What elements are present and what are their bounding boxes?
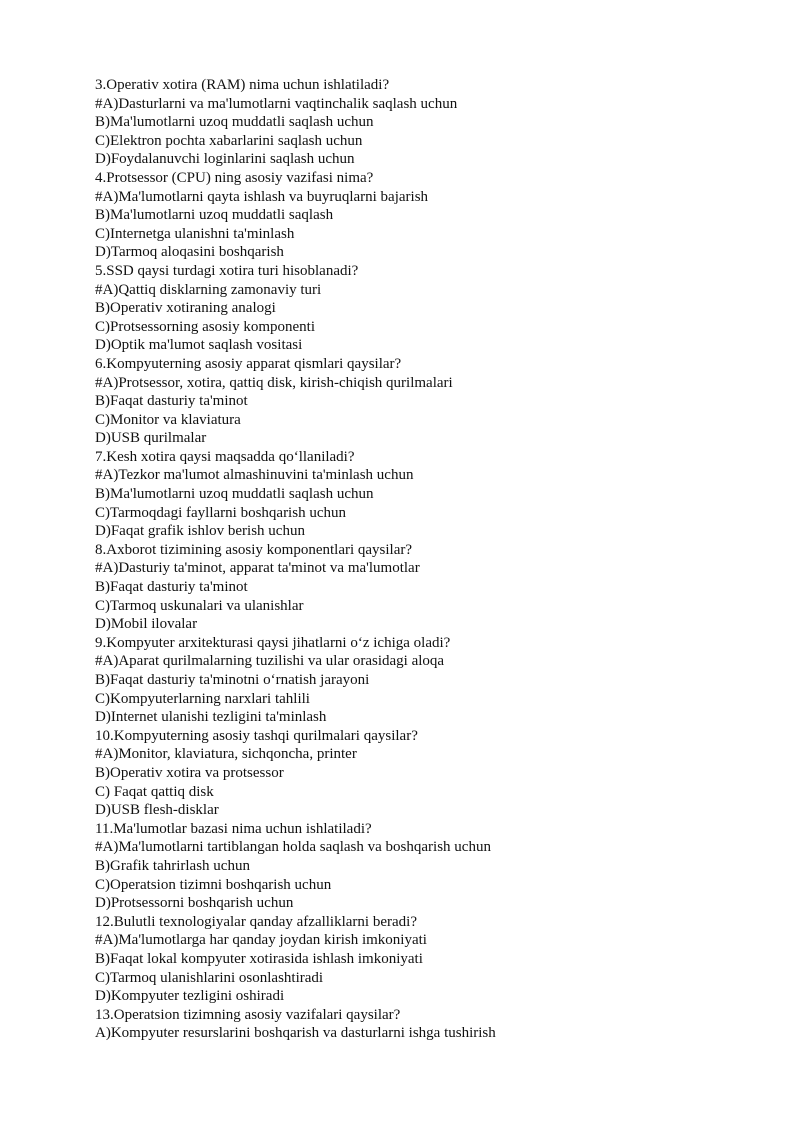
answer-option: B)Faqat dasturiy ta'minotni o‘rnatish jarayoni [95, 672, 370, 688]
question-text: 4.Protsessor (CPU) ning asosiy vazifasi nima? [95, 169, 374, 186]
answer-option: #A)Qattiq disklarning zamonaviy turi [95, 281, 322, 298]
answer-option: C)Tarmoq uskunalari va ulanishlar [95, 597, 304, 614]
answer-option: A)Kompyuter resurslarini boshqarish va dasturlarni ishga tushirish [95, 1025, 496, 1042]
answer-option: B)Faqat dasturiy ta'minot [95, 393, 248, 410]
answer-option: #A)Ma'lumotlarni tartiblangan holda saqlash va boshqarish uchun [95, 839, 491, 856]
answer-option: #A)Dasturlarni va ma'lumotlarni vaqtinchalik saqlash uchun [95, 95, 458, 112]
question-text: 10.Kompyuterning asosiy tashqi qurilmalari qaysilar? [95, 727, 418, 744]
answer-option: #A)Tezkor ma'lumot almashinuvini ta'minlash uchun [95, 467, 414, 484]
question-text: 3.Operativ xotira (RAM) nima uchun ishlatiladi? [95, 77, 390, 93]
answer-option: B)Operativ xotiraning analogi [95, 300, 276, 317]
question-text: 7.Kesh xotira qaysi maqsadda qo‘llaniladi? [95, 448, 355, 465]
question-text: 13.Operatsion tizimning asosiy vazifalari qaysilar? [95, 1006, 401, 1023]
answer-option: C)Kompyuterlarning narxlari tahlili [95, 690, 310, 707]
answer-option: B)Faqat lokal kompyuter xotirasida ishlash imkoniyati [95, 950, 423, 967]
answer-option: D)USB flesh-disklar [95, 802, 219, 819]
question-block-3 [95, 76, 775, 169]
answer-option: C)Monitor va klaviatura [95, 411, 241, 428]
answer-option: D)Optik ma'lumot saqlash vositasi [95, 337, 303, 354]
answer-option: C)Internetga ulanishni ta'minlash [95, 225, 295, 242]
answer-option: C)Operatsion tizimni boshqarish uchun [95, 876, 332, 893]
question-block-7 [95, 448, 775, 541]
answer-option: B)Ma'lumotlarni uzoq muddatli saqlash uchun [95, 486, 374, 503]
question-block-8 [95, 541, 775, 634]
answer-option: #A)Ma'lumotlarni qayta ishlash va buyruqlarni bajarish [95, 188, 429, 205]
answer-option: D)Internet ulanishi tezligini ta'minlash [95, 709, 327, 726]
question-text: 6.Kompyuterning asosiy apparat qismlari qaysilar? [95, 355, 402, 372]
question-block-6 [95, 355, 775, 448]
question-block-4 [95, 169, 775, 262]
answer-option: D)Tarmoq aloqasini boshqarish [95, 244, 284, 261]
answer-option: B)Ma'lumotlarni uzoq muddatli saqlash [95, 207, 334, 224]
answer-option: D)Protsessorni boshqarish uchun [95, 895, 294, 912]
question-text: 11.Ma'lumotlar bazasi nima uchun ishlatiladi? [95, 820, 372, 837]
answer-option: C) Faqat qattiq disk [95, 783, 214, 800]
document-page [95, 76, 775, 1043]
answer-option: #A)Protsessor, xotira, qattiq disk, kirish-chiqish qurilmalari [95, 374, 453, 391]
answer-option: B)Grafik tahrirlash uchun [95, 857, 250, 874]
answer-option: D)Faqat grafik ishlov berish uchun [95, 523, 305, 540]
answer-option: D)Kompyuter tezligini oshiradi [95, 988, 285, 1005]
question-text: 9.Kompyuter arxitekturasi qaysi jihatlarni o‘z ichiga oladi? [95, 634, 451, 651]
answer-option: #A)Dasturiy ta'minot, apparat ta'minot va ma'lumotlar [95, 560, 420, 577]
question-block-13 [95, 1006, 775, 1043]
answer-option: B)Operativ xotira va protsessor [95, 764, 284, 781]
answer-option: #A)Aparat qurilmalarning tuzilishi va ular orasidagi aloqa [95, 653, 445, 670]
answer-option: C)Tarmoq ulanishlarini osonlashtiradi [95, 969, 324, 986]
answer-option: D)USB qurilmalar [95, 430, 207, 447]
answer-option: D)Mobil ilovalar [95, 616, 198, 633]
question-block-11 [95, 820, 775, 913]
question-block-5 [95, 262, 775, 355]
question-block-12 [95, 913, 775, 1006]
answer-option: #A)Ma'lumotlarga har qanday joydan kirish imkoniyati [95, 932, 427, 949]
question-block-10 [95, 727, 775, 820]
answer-option: B)Ma'lumotlarni uzoq muddatli saqlash uchun [95, 114, 374, 131]
question-text: 5.SSD qaysi turdagi xotira turi hisoblanadi? [95, 262, 359, 279]
question-text: 12.Bulutli texnologiyalar qanday afzalliklarni beradi? [95, 913, 417, 930]
answer-option: C)Protsessorning asosiy komponenti [95, 318, 315, 335]
question-text: 8.Axborot tizimining asosiy komponentlari qaysilar? [95, 541, 413, 558]
answer-option: D)Foydalanuvchi loginlarini saqlash uchun [95, 151, 355, 168]
answer-option: B)Faqat dasturiy ta'minot [95, 579, 248, 596]
answer-option: C)Tarmoqdagi fayllarni boshqarish uchun [95, 504, 346, 521]
answer-option: #A)Monitor, klaviatura, sichqoncha, printer [95, 746, 357, 763]
answer-option: C)Elektron pochta xabarlarini saqlash uchun [95, 132, 363, 149]
question-block-9 [95, 634, 775, 727]
